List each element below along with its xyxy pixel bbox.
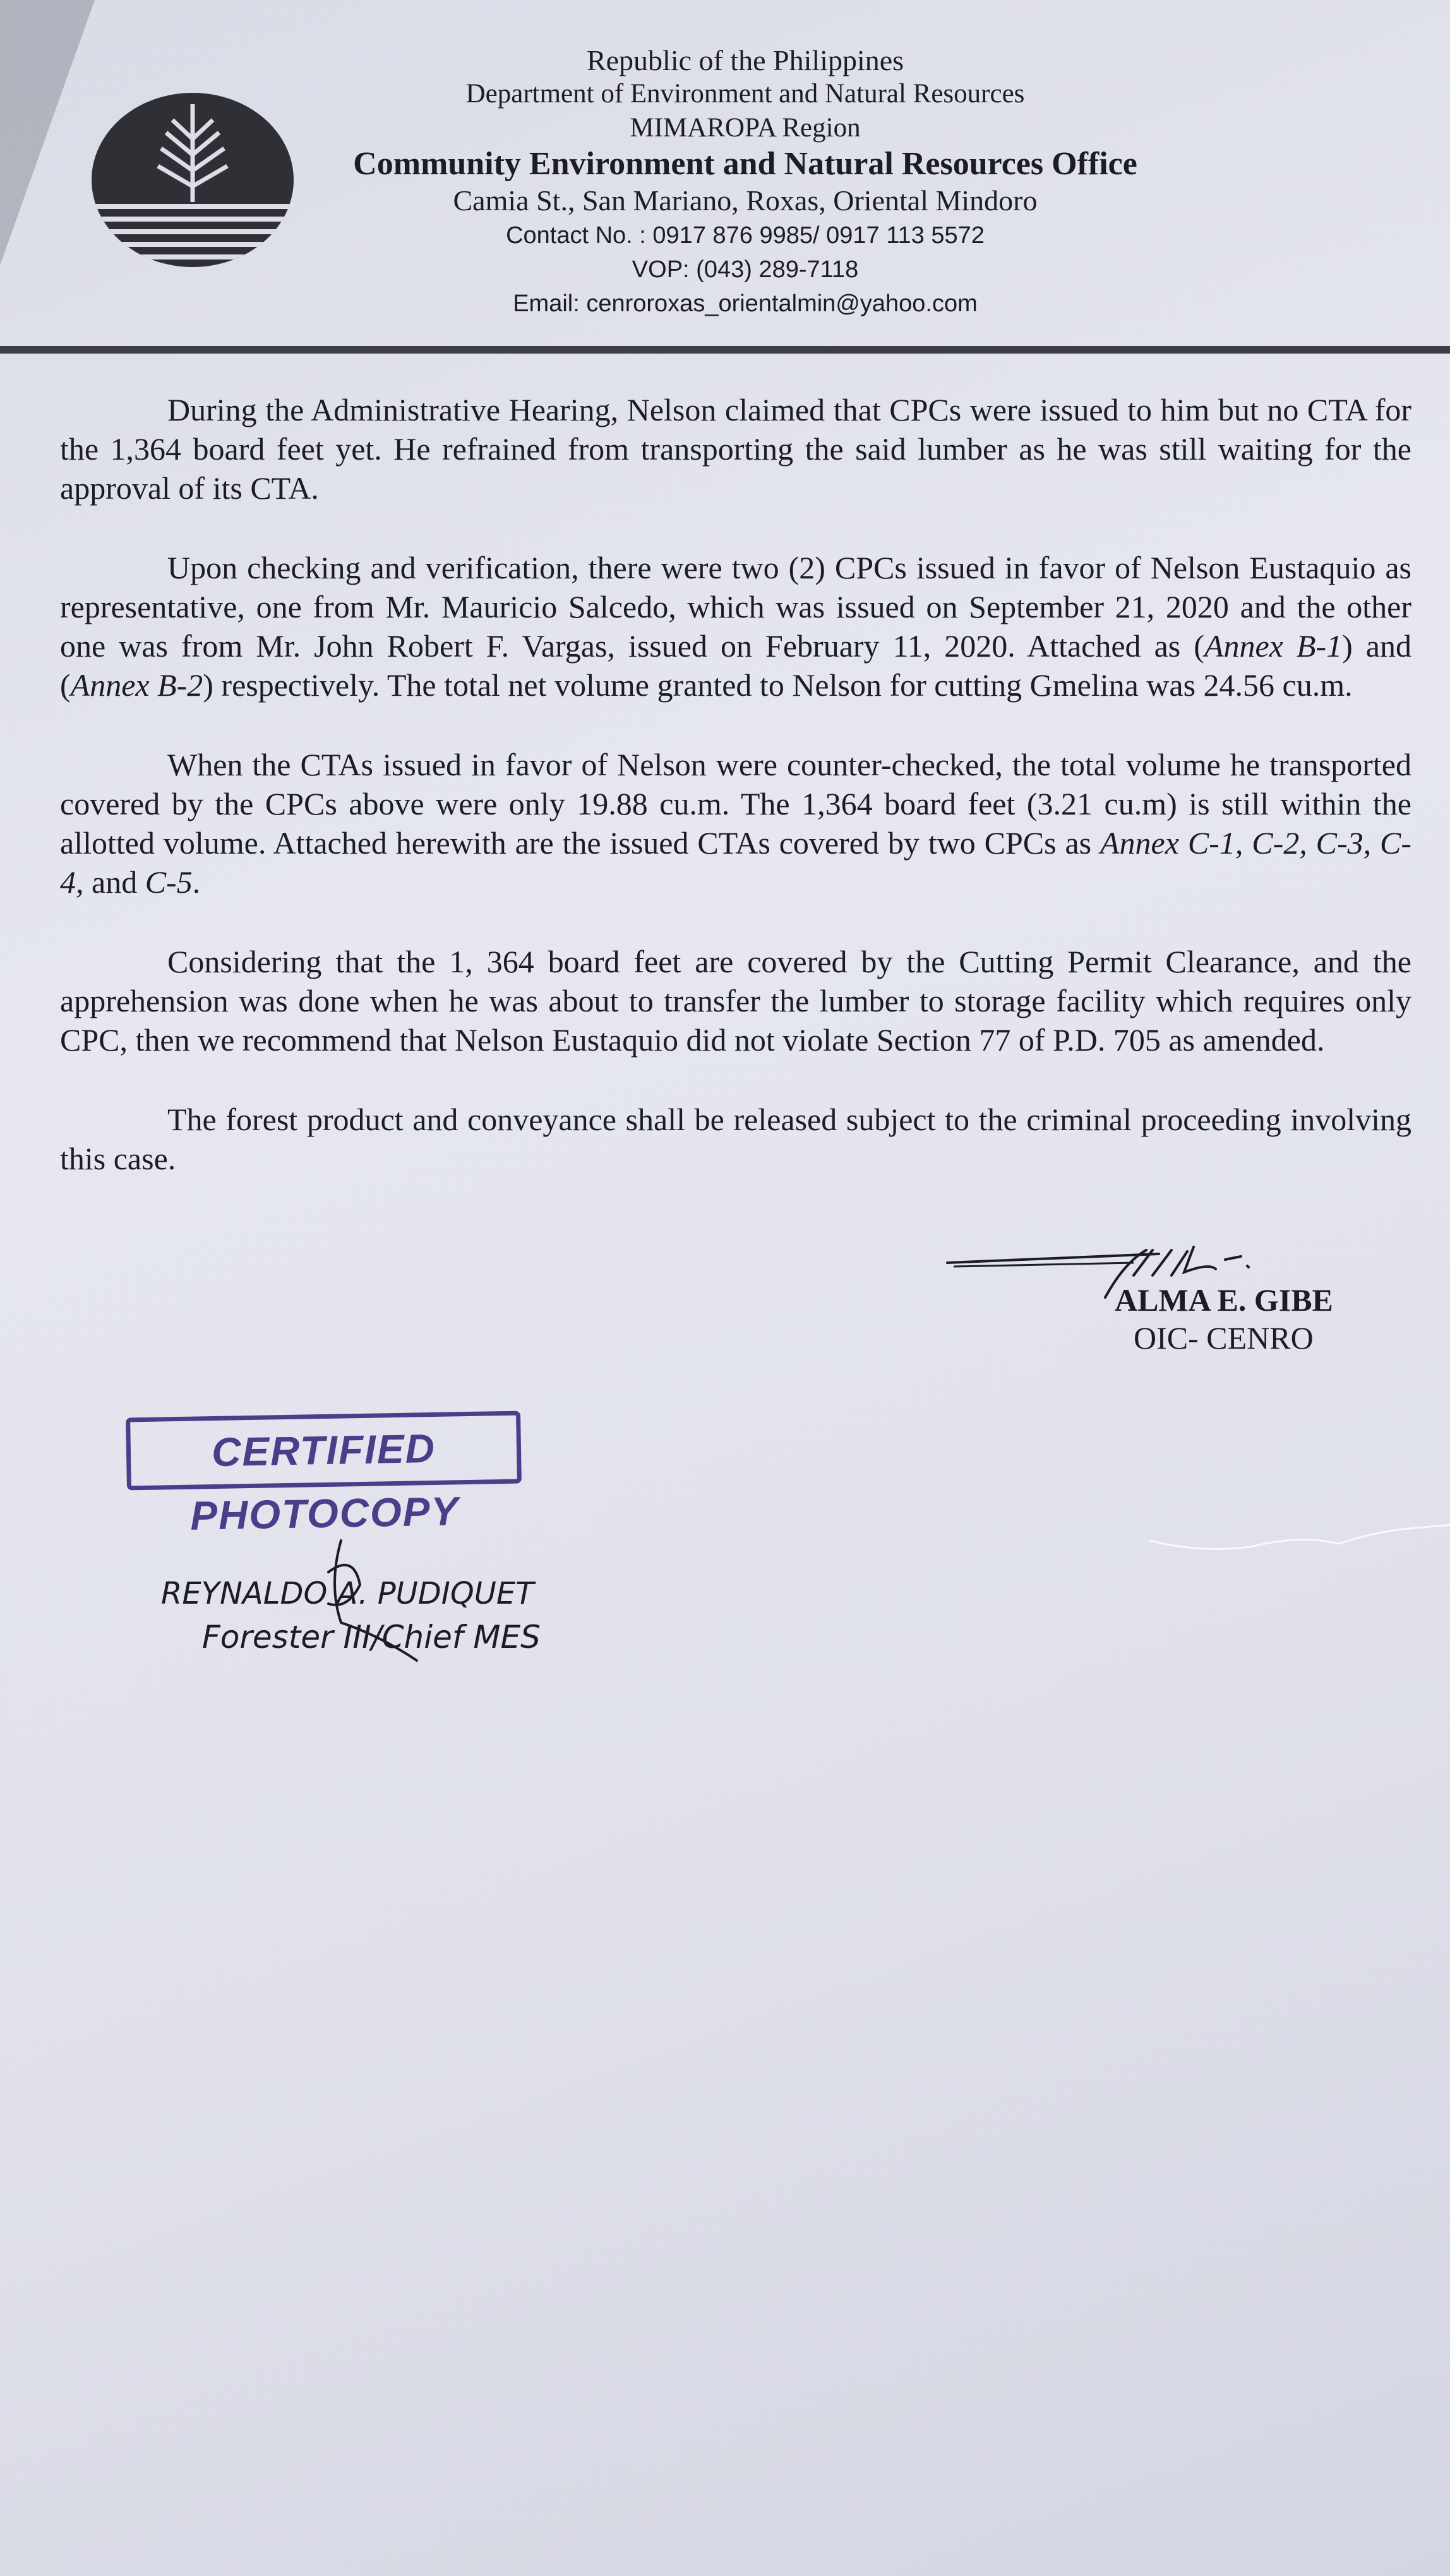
paragraph-counter-check	[60, 745, 1411, 902]
letterhead-divider	[0, 346, 1450, 354]
header-address: Camia St., San Mariano, Roxas, Oriental Mindoro	[453, 184, 1038, 217]
letterhead-text	[227, 44, 1263, 321]
header-email: Email: cenroroxas_orientalmin@yahoo.com	[513, 290, 978, 317]
header-region: MIMAROPA Region	[630, 113, 861, 143]
signatory-name: ALMA E. GIBE	[1115, 1282, 1333, 1318]
header-office: Community Environment and Natural Resources Office	[353, 146, 1137, 182]
header-vop: VOP: (043) 289-7118	[632, 256, 859, 283]
certifier-name-handwritten: REYNALDO A. PUDIQUET	[161, 1576, 534, 1611]
header-contact: Contact No. : 0917 876 9985/ 0917 113 5572	[506, 222, 985, 249]
letterhead	[0, 44, 1450, 341]
paragraph-verification-text-c: ) respectively. The total net volume granted to Nelson for cutting Gmelina was 24.56 cu.m.	[203, 667, 1353, 703]
signature-block	[944, 1237, 1386, 1370]
certifier-title-handwritten: Forester III/Chief MES	[202, 1619, 541, 1655]
paragraph-counter-check-end: .	[192, 864, 201, 900]
annex-c-refs: Annex C-1, C-2, C-3, C-4,	[60, 825, 1411, 900]
paragraph-verification-text-a: Upon checking and verification, there were two (2) CPCs issued in favor of Nelson Eustaquio as representative, one from Mr. Mauricio Salcedo, which was issued on September 21, 2020 and the other one was from Mr. John Robert F. Vargas, issued on February 11, 2020. Attached as (	[60, 550, 1411, 664]
annex-c5-ref: C-5	[145, 864, 193, 900]
paragraph-counter-check-and: and	[83, 864, 145, 900]
certifier-handwritten-signature	[152, 1528, 606, 1679]
header-republic: Republic of the Philippines	[586, 44, 904, 76]
paragraph-recommendation: Considering that the 1, 364 board feet are covered by the Cutting Permit Clearance, and the apprehension was done when he was about to transfer the lumber to storage facility which requires only CPC, then we recommend that Nelson Eustaquio did not violate Section 77 of P.D. 705 as amended.	[60, 944, 1411, 1058]
certified-photocopy-stamp: CERTIFIED PHOTOCOPY	[126, 1411, 522, 1491]
paragraph-verification-text-b: ) and (	[60, 628, 1411, 703]
paragraph-counter-check-text: When the CTAs issued in favor of Nelson were counter-checked, the total volume he transported covered by the CPCs above were only 19.88 cu.m. The 1,364 board feet (3.21 cu.m) is still within the allotted volume. Attached herewith are the issued CTAs covered by two CPCs as	[60, 747, 1411, 861]
header-department: Department of Environment and Natural Resources	[465, 79, 1025, 109]
letter-body	[60, 390, 1411, 1219]
signatory-title: OIC- CENRO	[1134, 1320, 1314, 1356]
annex-b2-ref: Annex B-2	[70, 667, 203, 703]
paragraph-release: The forest product and conveyance shall be released subject to the criminal proceeding involving this case.	[60, 1102, 1411, 1176]
paper-crease	[1149, 1515, 1450, 1566]
annex-b1-ref: Annex B-1	[1204, 628, 1343, 664]
paragraph-hearing: During the Administrative Hearing, Nelson claimed that CPCs were issued to him but no CTA for the 1,364 board feet yet. He refrained from transporting the said lumber as he was still waiting for the approval of its CTA.	[60, 392, 1411, 506]
paragraph-verification	[60, 548, 1411, 705]
